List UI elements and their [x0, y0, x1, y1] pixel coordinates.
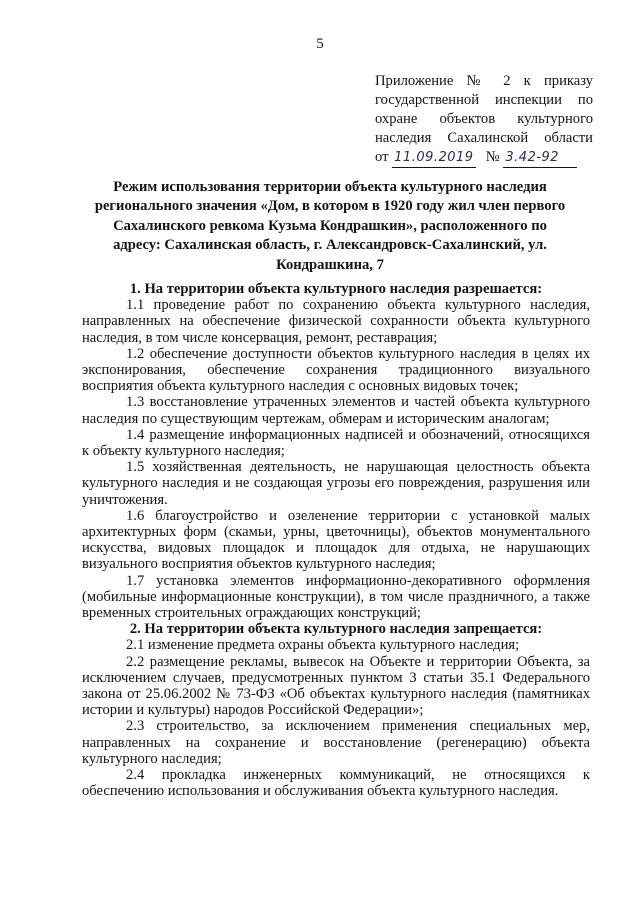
appendix-line: государственной инспекции по [375, 92, 593, 108]
date-prefix: от [375, 149, 389, 165]
list-item: 2.4 прокладка инженерных коммуникаций, не относящихся к обеспечению использования и обслуживания объекта культурного наследия. [82, 767, 590, 800]
appendix-line: Приложение № 2 к приказу [375, 73, 593, 89]
section-heading-prohibited: 2. На территории объекта культурного наследия запрещается: [129, 621, 543, 638]
number-prefix: № [485, 149, 500, 165]
list-item: 1.5 хозяйственная деятельность, не нарушающая целостность объекта культурного наследия и не создающая угрозы его повреждения, разрушения или уничтожения. [82, 459, 590, 508]
appendix-block [375, 72, 593, 168]
list-item: 1.4 размещение информационных надписей и обозначений, относящихся к объекту культурного наследия; [82, 426, 590, 460]
section-heading-allowed: 1. На территории объекта культурного наследия разрешается: [129, 281, 543, 297]
document-title: Режим использования территории объекта культурного наследия регионального значения «Дом, в котором в 1920 году жил член первого Сахалинского ревкома Кузьма Кондрашкин», расположенного по адресу: Сахалинская область, г. Александровск-Сахалинский, ул. Кондрашкина, 7 [94, 179, 566, 273]
list-item: 1.7 установка элементов информационно-декоративного оформления (мобильные информационные конструкции), в том числе праздничного, а также временных строительных ограждающих конструкций; [82, 572, 590, 622]
handwritten-number: 3.42-92 [503, 148, 577, 168]
list-item: 2.3 строительство, за исключением применения специальных мер, направленных на сохранение и восстановление (регенерацию) объекта культурного наследия; [82, 718, 590, 767]
list-item: 2.2 размещение рекламы, вывесок на Объекте и территории Объекта, за исключением случаев, предусмотренных пунктом 3 статьи 35.1 Федерального закона от 25.06.2002 № 73-ФЗ «Об объектах культурного наследия (памятниках истории и культуры) народов Российской Федерации»; [82, 653, 590, 719]
list-item: 1.2 обеспечение доступности объектов культурного наследия в целях их экспонирования, обеспечение сохранения традиционного визуального восприятия объекта культурного наследия с основных видовых точек; [82, 345, 590, 395]
list-item: 1.1 проведение работ по сохранению объекта культурного наследия, направленных на обеспечение физической сохранности объекта культурного наследия, в том числе консервация, ремонт, реставрация; [82, 297, 590, 346]
list-item: 1.6 благоустройство и озеленение территории с установкой малых архитектурных форм (скамьи, урны, цветочницы), объектов монументального искусства, видовых площадок и площадок для отдыха, не нарушающих визуального восприятия объектов культурного наследия; [82, 507, 590, 573]
list-item: 1.3 восстановление утраченных элементов и частей объекта культурного наследия по существующим чертежам, обмерам и историческим аналогам; [82, 394, 590, 427]
document-body [82, 281, 590, 800]
list-item: 2.1 изменение предмета охраны объекта культурного наследия; [126, 637, 520, 654]
appendix-line: наследия Сахалинской области [375, 130, 593, 146]
handwritten-date: 11.09.2019 [392, 148, 476, 168]
appendix-line: охране объектов культурного [375, 111, 593, 127]
appendix-date-line [375, 148, 593, 168]
page-number: 5 [316, 36, 324, 52]
